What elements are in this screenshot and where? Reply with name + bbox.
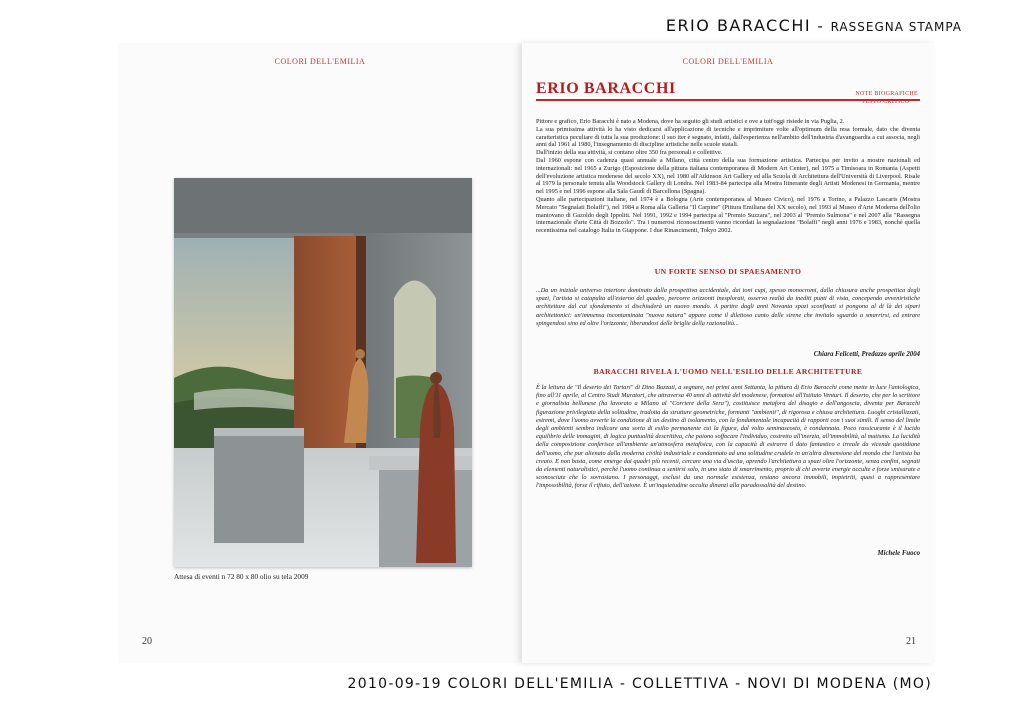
note-label-bio: NOTE BIOGRAFICHE — [855, 91, 918, 97]
note-label-critique: TESTO CRITICO — [861, 98, 910, 105]
biography-text — [536, 118, 920, 235]
bio-paragraph: Dall'inizio della sua attività, si contano oltre 350 fra personali e collettive. — [536, 149, 723, 157]
document-header — [666, 16, 962, 35]
section-heading-1: UN FORTE SENSO DI SPAESAMENTO — [654, 267, 802, 276]
left-running-head: COLORI DELL'EMILIA — [274, 57, 366, 66]
bio-paragraph: Dal 1960 espone con cadenza quasi annuale a Milano, città centro della sua formazione artistica. Partecipa per invito a mostre nazionali ed internazionali: nel 1965 a Zurigo (Esposizione della pittura italiana contemporanea di Modern Art Center), nel 1975 a Timisoara in Romania (Aspetti dell'evoluzione artistica modenese del secolo XX), nel 1980 all'Atkinson Art Gallery ed alla Scuola di Architettura dell'Università di Liverpool. Risale al 1979 la personale tenuta alla Woodstock Gallery di Londra. Nel 1983-84 partecipa alla Mostra Itinerante degli Artisti Modenesi in Germania, mentre nel 1995 e nel 1996 espone alla Sala Gaudì di Barcellona (Spagna). — [536, 156, 920, 196]
painting-image — [174, 178, 472, 567]
document-footer: 2010-09-19 COLORI DELL'EMILIA - COLLETTIVA - NOVI DI MODENA (MO) — [347, 676, 932, 692]
bio-paragraph: La sua primissima attività lo ha visto dedicarsi all'applicazione di tecniche e imprimiture volte all'optimum della resa formale, dato che diventa caratteristica peculiare di tutta la sua produzione: il suo iter è segnato, infatti, dall'esperienza nell'ambito dell'industria d'avanguardia a cui associa, negli anni dal 1961 al 1980, l'insegnamento di discipline artistiche nelle scuole statali. — [536, 125, 920, 149]
left-page — [118, 43, 523, 663]
section-heading-2: BARACCHI RIVELA L'UOMO NELL'ESILIO DELLE ARCHITETTURE — [593, 367, 863, 376]
right-page — [522, 43, 934, 663]
signature-1: Chiara Felicetti, Predazzo aprile 2004 — [813, 351, 920, 358]
header-artist-name: ERIO BARACCHI — [665, 16, 812, 35]
right-page-number: 21 — [906, 636, 916, 647]
critique-quote-2: È la lettura de "Il deserto dei Tartari" di Dino Buzzati, a segnare, nei primi anni Settanta, la pittura di Erio Baracchi come mette in luce l'antologica, fino all'11 aprile, al Centro Studi Muratori, che attraversa 40 anni di attività del modenese, formatosi all'Istituto Venturi. Il deserto, che per lo scrittore e giornalista bellunese (ha lavorato a Milano al "Corriere della Sera"), costituisce metafora del disagio e dell'angoscia, diventa per Baracchi figurazione privilegiata della solitudine, tradotta da strutture geometriche, formanti "ambienti", di rigorosa e chiusa architettura. Luoghi cristallizzati, estremi, dove l'uomo avverte la condizione di un destino di isolamento, con la fondamentale incapacità di rapporti con i suoi simili. Il senso del limite degli ambienti sembra indicare una sorta di esilio permanente cui la figura, dal volto seminascosto, è condannata. Poco rassicurante è il lucido equilibrio delle immagini, di logica puntualità descrittiva, che paiono soffocare l'individuo, costretto all'inerzia, all'immobilità, al mutismo. La lucidità della composizione conferisce all'ambiente un'atmosfera metafisica, con la capacità di estrarre il dato fantastico e irreale da vicende quotidiane dell'uomo, che pur alienato dalla moderna civiltà industriale e condannato ad una solitudine crudele in un'altra dimensione del mondo che l'artista ha creato. E non basta, come emerge dai quadri più recenti, cercare una via d'uscita, aprendo l'architettura a spazi oltre l'orizzonte, senza confini, segnati da elementi naturalistici, perché l'uomo continua a sentirsi solo, in uno stato di smarrimento, proprio di chi avverte energie occulte e forze smisurate e sconosciute che lo sovrastano. I personaggi, esclusi da una normale esistenza, restano ancora immobili, impietriti, quasi a rappresentare l'impossibilità, forse il rifiuto, dell'azione. È un'inquietudine occulta dinanzi alla paradossalità del destino. — [536, 384, 920, 490]
right-running-head: COLORI DELL'EMILIA — [682, 57, 774, 66]
left-page-number: 20 — [142, 636, 152, 647]
critique-quote-1: ...Da un iniziale universo interiore dominato dalla prospettiva accidentale, dai toni cupi, spesso monocromi, dalla chiusura anche prospettica degli spazi, l'artista si catapulta all'esterno del quadro, percorre orizzonti inesplorati, osserva realtà da inediti punti di vista, concependo avveniristiche architetture dal cui sfondamento si dischiuderà un nuovo mondo. A partire dagli anni Novanta spazi sconfinati si pongono al di là dei sipari architettonici: un'immensa incontaminata "nuova natura" appare come il dilettoso canto delle sirene che invitalo sguardo a smarrirsi, ed entrare spingendosi sino ed oltre l'orizzonte, liberandosi delle briglie della razionalità... — [536, 287, 920, 327]
section-labels — [855, 91, 918, 106]
article-title: ERIO BARACCHI — [536, 80, 676, 97]
painting-caption: Attesa di eventi n 72 80 x 80 olio su tela 2009 — [174, 572, 309, 581]
bio-paragraph: Quanto alle partecipazioni italiane, nel 1974 è a Bologna (Arte contemporanea al Museo Civico), nel 1976 a Torino, a Palazzo Lascaris (Mostra Mercato "Segnalati Bolaffi"), nel 1984 a Roma alla Galleria "Il Carpine" (Pittura Emiliana del XX secolo), nel 1993 al Museo d'Arte Moderna dell'olio mantovano di Gazoldo degli Ippoliti. Nel 1991, 1992 e 1994 partecipa al "Premio Suzzara", nel 2003 al "Premio Sulmona" e nel 2007 alla "Rassegna internazionale d'arte Città di Bozzolo". Tra i numerosi riconoscimenti vanno ricordati la segnalazione "Bolaffi" negli anni 1976 e 1983, nonché quella recentissima nel catalogo Italia in Giappone. I due Rinascimenti, Tokyo 2002. — [536, 195, 920, 235]
bio-paragraph: Pittore e grafico, Erio Baracchi è nato a Modena, dove ha seguito gli studi artistici e ove a tutt'oggi risiede in via Puglia, 2. — [536, 118, 845, 125]
header-separator: - — [811, 17, 831, 35]
header-subtitle: RASSEGNA STAMPA — [830, 20, 962, 34]
magazine-spread — [118, 43, 934, 663]
signature-2: Michele Fuoco — [877, 550, 920, 557]
